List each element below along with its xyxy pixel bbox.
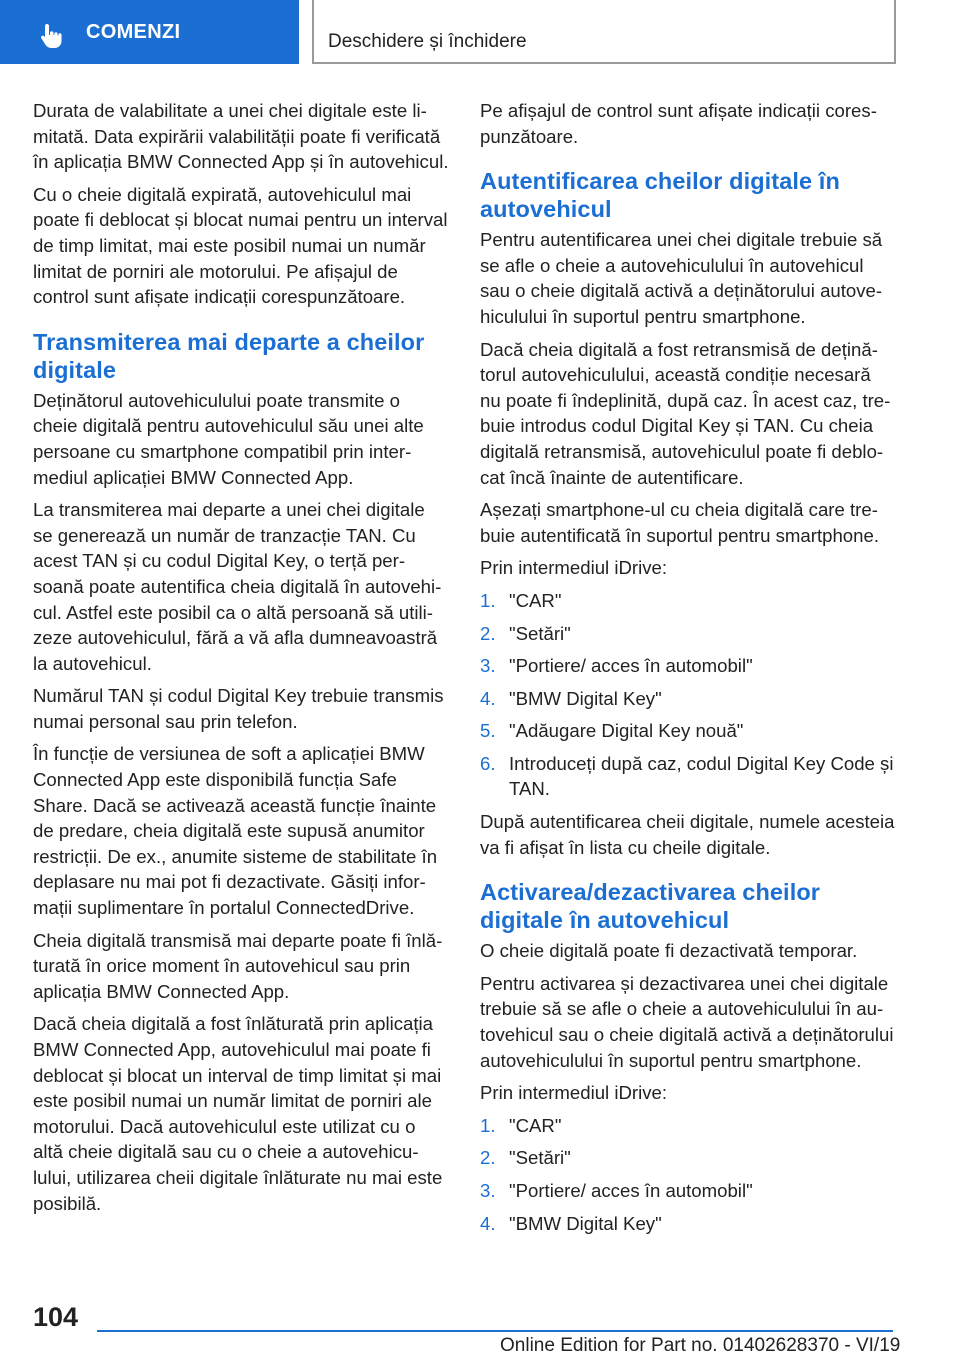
list-number: 3. — [480, 1180, 496, 1201]
paragraph: Pe afișajul de control sunt afișate indicații corespunzătoare. — [480, 100, 877, 147]
list-item-text: "Portiere/ acces în automobil" — [509, 655, 753, 677]
list-item-text: "CAR" — [509, 1114, 562, 1136]
list-number: 2. — [480, 1147, 496, 1169]
list-number: 2. — [480, 622, 496, 644]
right-column — [480, 98, 896, 1243]
hand-pointer-icon — [38, 22, 66, 50]
list-number: 6. — [480, 752, 496, 774]
paragraph: O cheie digitală poate fi dezactivată temporar. — [480, 940, 858, 962]
page-number: 104 — [33, 1302, 79, 1332]
idrive-steps-list — [480, 1113, 896, 1236]
list-item-text: "BMW Digital Key" — [509, 1212, 662, 1234]
paragraph: Prin intermediul iDrive: — [480, 557, 668, 579]
section-tab — [0, 0, 299, 64]
list-number: 4. — [480, 1212, 496, 1234]
list-item — [480, 588, 896, 614]
list-number: 1. — [480, 589, 496, 611]
list-item — [480, 621, 896, 647]
paragraph: Dacă cheia digitală a fost retransmisă de deținătorul autovehiculului, această condiție necesară nu poate fi îndeplinită, după caz. În acest caz, trebuie introdus codul Digital Key și TAN. Cu cheia digitală retransmisă, autovehiculul poate fi deblocat încă înainte de autentificare. — [480, 338, 891, 488]
paragraph: Pentru autentificarea unei chei digitale trebuie să se afle o cheie a autovehiculului în autovehicul sau o cheie digitală activă a deținătorului autovehiculului în suportul pentru smartphone. — [480, 229, 883, 327]
list-item-text: "Setări" — [509, 1147, 571, 1169]
paragraph: Pentru activarea și dezactivarea unei chei digitale trebuie să se afle o cheie a autovehiculului în autovehicul sau o cheie digitală activă a deținătorului autovehiculului în suportul pentru smartphone. — [480, 972, 894, 1071]
list-item-text: "BMW Digital Key" — [509, 687, 662, 709]
list-item — [480, 1145, 896, 1171]
heading-authenticate-digital-keys: Autentificarea cheilor digitale în autovehicul — [480, 168, 840, 223]
chapter-tab-label: Deschidere și închidere — [328, 31, 527, 52]
list-item-text: "Adăugare Digital Key nouă" — [509, 720, 744, 742]
left-column — [33, 98, 449, 1223]
list-item — [480, 751, 896, 802]
paragraph: La transmiterea mai departe a unei chei digitale se generează un număr de tranzacție TAN. Cu acest TAN și cu codul Digital Key, o terță persoană poate autentifica cheia digitală în autovehicul. Astfel este posibil ca o altă persoană să utilizeze autovehiculul, fără a vă afla dumneavoastră la autovehicul. — [33, 499, 442, 674]
idrive-steps-list — [480, 588, 896, 802]
list-number: 5. — [480, 720, 496, 742]
list-item-text: "Portiere/ acces în automobil" — [509, 1180, 753, 1201]
paragraph: Deținătorul autovehiculului poate transmite o cheie digitală pentru autovehiculul său unei alte persoane cu smartphone compatibil prin intermediul aplicației BMW Connected App. — [33, 389, 424, 488]
list-number: 1. — [480, 1114, 496, 1136]
edition-note: Online Edition for Part no. 01402628370 - VI/19 — [500, 1335, 901, 1356]
list-item — [480, 1211, 896, 1237]
footer-divider — [97, 1330, 893, 1332]
heading-activate-deactivate-keys: Activarea/dezactivarea cheilor digitale în autovehicul — [480, 879, 821, 934]
paragraph: În funcție de versiunea de soft a aplicației BMW Connected App este disponibilă funcția Safe Share. Dacă se activează această funcție înainte de predare, cheia digitală este supusă anumitor restricții. De ex., anumite sisteme de stabilitate în deplasare nu mai pot fi dezactivate. Găsiți informații suplimentare în portalul ConnectedDrive. — [33, 743, 438, 919]
paragraph: Cu o cheie digitală expirată, autovehiculul mai poate fi deblocat și blocat numai pentru un interval de timp limitat, mai este posibil numai un număr limitat de porniri ale motorului. Pe afișajul de control sunt afișate indicații corespunzătoare. — [33, 183, 448, 308]
list-item — [480, 718, 896, 744]
list-number: 4. — [480, 687, 496, 709]
list-item — [480, 1113, 896, 1139]
paragraph: Așezați smartphone-ul cu cheia digitală care trebuie autentificată în suportul pentru smartphone. — [480, 499, 879, 546]
list-item — [480, 653, 896, 679]
section-tab-label: COMENZI — [86, 21, 181, 43]
list-item — [480, 686, 896, 712]
list-number: 3. — [480, 655, 496, 677]
list-item-text: "CAR" — [509, 589, 562, 611]
paragraph: Dacă cheia digitală a fost înlăturată prin aplicația BMW Connected App, autovehiculul mai poate fi deblocat și blocat un interval de timp limitat și mai este posibil numai un număr limitat de porniri ale motorului. Dacă autovehiculul este utilizat cu o altă cheie digitală sau cu o cheie a autovehiculului, utilizarea cheii digitale înlăturate nu mai este posibilă. — [33, 1013, 443, 1214]
list-item-text: Introduceți după caz, codul Digital Key Code și TAN. — [509, 752, 894, 800]
list-item — [480, 1178, 896, 1204]
heading-transfer-digital-keys: Transmiterea mai departe a cheilor digitale — [33, 328, 425, 383]
paragraph: Numărul TAN și codul Digital Key trebuie transmis numai personal sau prin telefon. — [33, 685, 444, 732]
list-item-text: "Setări" — [509, 622, 571, 644]
paragraph: Cheia digitală transmisă mai departe poate fi înlăturată în orice moment în autovehicul sau prin aplicația BMW Connected App. — [33, 929, 443, 1002]
paragraph: Durata de valabilitate a unei chei digitale este limitată. Data expirării valabilității poate fi verificată în aplicația BMW Connected App și în autovehicul. — [33, 100, 449, 173]
chapter-tab — [312, 0, 896, 64]
paragraph: Prin intermediul iDrive: — [480, 1082, 668, 1104]
paragraph: După autentificarea cheii digitale, numele acesteia va fi afișat în lista cu cheile digitale. — [480, 811, 895, 858]
page-header — [0, 0, 960, 66]
